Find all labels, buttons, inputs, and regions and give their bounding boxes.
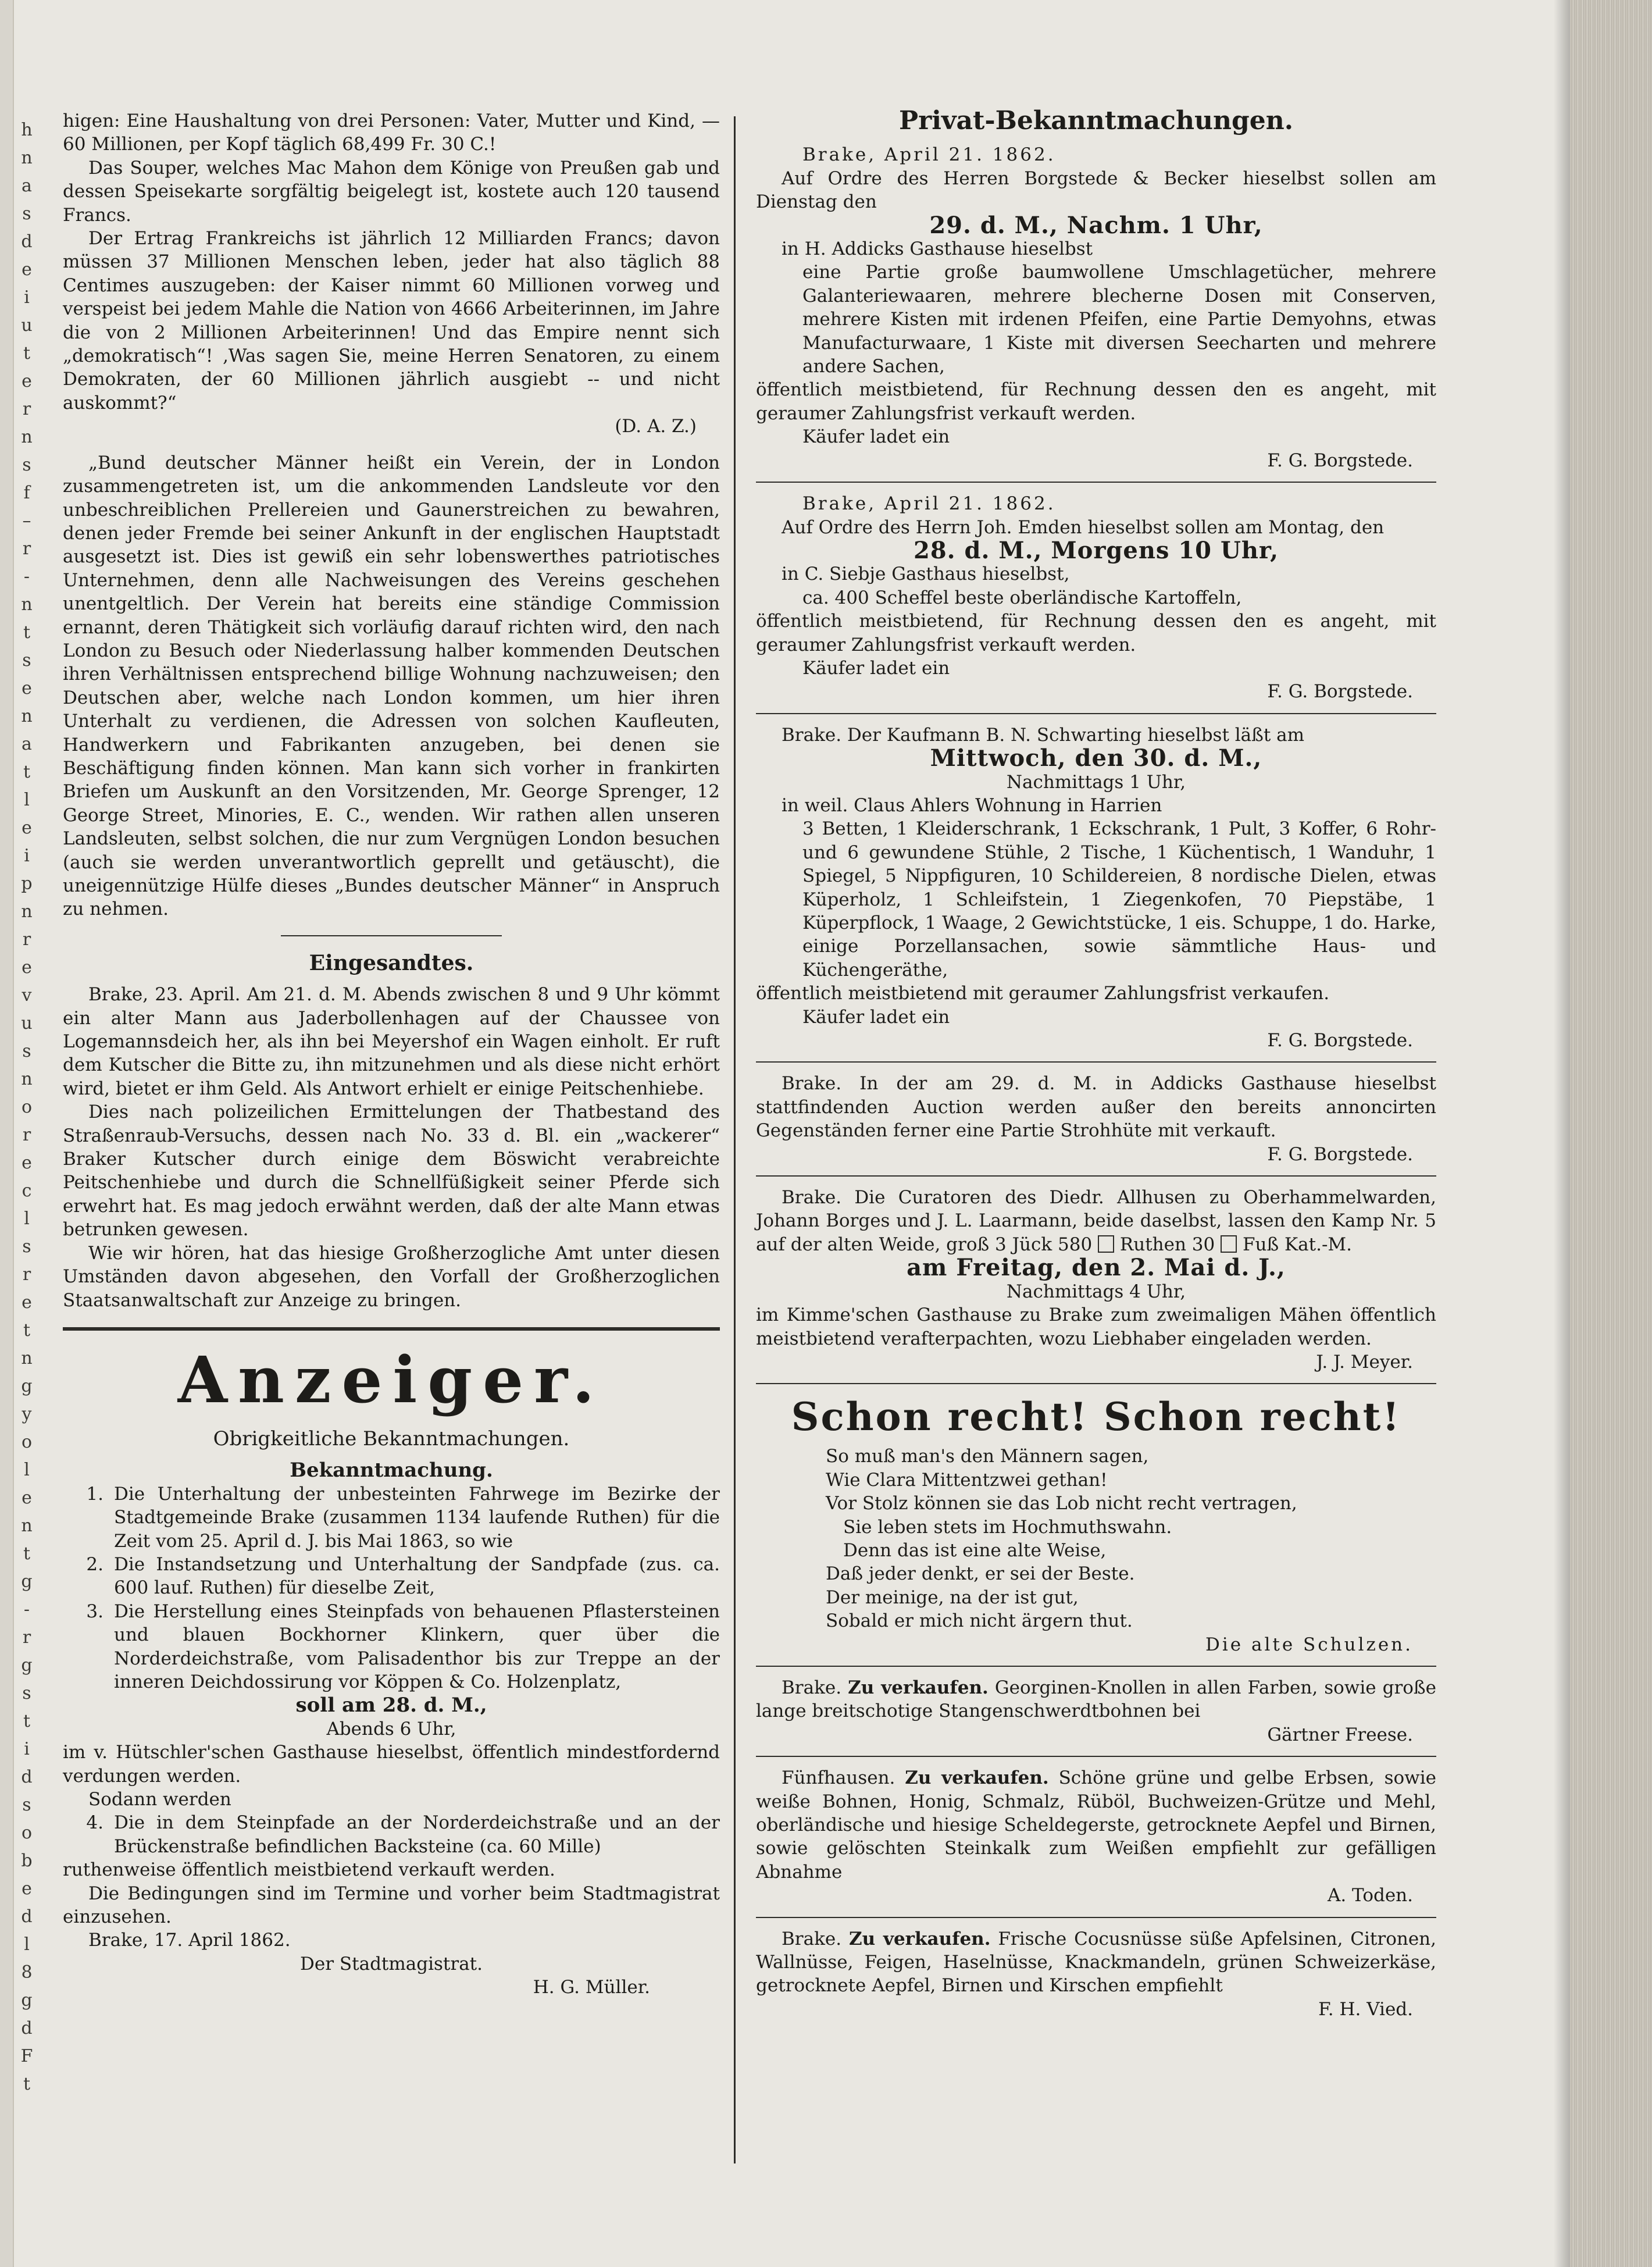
ad-date: Brake, April 21. 1862. — [802, 493, 1056, 515]
gutter-fragment: l — [24, 1209, 30, 1229]
gutter-fragment: e — [22, 957, 32, 978]
divider — [756, 1061, 1436, 1063]
auction-location: im v. Hütschler'schen Gasthause hieselbst, öffentlich mindestfordernd verdungen werden. — [63, 1742, 720, 1787]
divider — [756, 1917, 1436, 1918]
poem-line: Daß jeder denkt, er sei der Beste. — [826, 1563, 1135, 1585]
ad-signature: F. G. Borgstede. — [1267, 450, 1413, 471]
divider — [756, 713, 1436, 714]
gutter-fragment: e — [22, 1488, 32, 1508]
notice-date: Brake, 17. April 1862. — [88, 1930, 291, 1951]
gutter-fragment: t — [23, 1544, 31, 1564]
privat-title: Privat-Bekanntmachungen. — [898, 106, 1294, 136]
gutter-fragment: n — [21, 148, 33, 168]
article-paragraph: Wie wir hören, hat das hiesige Großherzogliche Amt unter diesen Umständen davon abgesehen, den Vorfall der Großherzoglichen Staatsanwaltschaft zur Anzeige zu bringen. — [63, 1242, 720, 1311]
ad-when: Mittwoch, den 30. d. M., — [930, 744, 1262, 772]
ad-strohhuete — [756, 1072, 1436, 1166]
ad-when: am Freitag, den 2. Mai d. J., — [907, 1254, 1286, 1282]
square-symbol — [1098, 1235, 1114, 1253]
ad-time: Nachmittags 4 Uhr, — [1006, 1281, 1186, 1302]
ad-text: Brake. In der am 29. d. M. in Addicks Gasthause hieselbst stattfindenden Auction werden außer den bereits annoncirten Gegenständen ferner eine Partie Strohhüte mit verkauft. — [756, 1073, 1436, 1142]
ad-when: 29. d. M., Nachm. 1 Uhr, — [929, 211, 1263, 239]
ad-emden — [756, 492, 1436, 704]
gutter-fragment: t — [23, 762, 31, 782]
gutter-fragment: l — [24, 790, 30, 810]
article-paragraph: Brake, 23. April. Am 21. d. M. Abends zwischen 8 und 9 Uhr kömmt ein alter Mann aus Jaderbollenhagen auf der Chaussee von Logemannsdeich her, als ihn bei Meyershof ein Wagen einholt. Er ruft dem Kutscher die Bitte zu, ihn mitzunehmen und als diese nicht erhört wird, bietet er ihm Geld. Als Antwort erhielt er einige Peitschenhiebe. — [63, 984, 720, 1099]
ad-signature: F. G. Borgstede. — [1267, 1143, 1413, 1165]
article-fragment: higen: Eine Haushaltung von drei Personen: Vater, Mutter und Kind, — 60 Millionen, per Kopf täglich 68,499 Fr. 30 C.! — [63, 111, 720, 155]
notice-item: 4. Die in dem Steinpfade an der Norderdeichstraße und an der Brückenstraße befindlichen Backsteine (ca. 60 Mille) — [86, 1812, 720, 1857]
gutter-fragment: d — [21, 1767, 33, 1787]
gutter-fragment: l — [24, 1460, 30, 1480]
ad-terms: öffentlich meistbietend, für Rechnung dessen den es angeht, mit geraumer Zahlungsfrist verkauft werden. — [756, 379, 1436, 424]
poem — [756, 1445, 1436, 1656]
gutter-fragments — [13, 0, 41, 2267]
poem-line: Der meinige, na der ist gut, — [826, 1587, 1079, 1608]
ad-signature: F. G. Borgstede. — [1267, 681, 1413, 703]
gutter-fragment: a — [22, 176, 32, 196]
gutter-fragment: s — [22, 1795, 31, 1815]
ad-signature: F. G. Borgstede. — [1267, 1030, 1413, 1051]
notice-item-cont: ruthenweise öffentlich meistbietend verkauft werden. — [63, 1859, 555, 1881]
gutter-fragment: y — [22, 1404, 32, 1424]
gutter-fragment: p — [21, 874, 33, 894]
gutter-fragment: t — [23, 622, 31, 643]
magistrat-signature: Der Stadtmagistrat. — [300, 1953, 483, 1974]
gutter-fragment: s — [22, 1683, 31, 1703]
gutter-fragment: b — [21, 1851, 33, 1871]
gutter-fragment: t — [23, 2074, 31, 2094]
ad-schwarting — [756, 723, 1436, 1053]
gutter-fragment: r — [22, 399, 31, 419]
ad-where: in H. Addicks Gasthause hieselbst — [782, 238, 1093, 260]
auction-time: Abends 6 Uhr, — [326, 1718, 456, 1740]
divider — [281, 935, 502, 936]
anzeiger-title: Anzeiger. — [177, 1342, 605, 1417]
signer-name: H. G. Müller. — [533, 1977, 650, 1998]
poem-line: Sobald er mich nicht ärgern thut. — [826, 1610, 1133, 1632]
bekanntmachung-heading: Bekanntmachung. — [290, 1459, 493, 1482]
gutter-fragment: i — [24, 1739, 30, 1759]
ad-intro: Brake. Der Kaufmann B. N. Schwarting hieselbst läßt am — [782, 724, 1305, 746]
gutter-fragment: F — [20, 2046, 33, 2066]
gutter-fragment: r — [22, 1627, 31, 1648]
gutter-fragment: u — [21, 315, 33, 336]
gutter-fragment: n — [21, 1516, 33, 1536]
section-heading-eingesandtes: Eingesandtes. — [309, 950, 474, 975]
gutter-fragment: e — [22, 1153, 32, 1173]
gutter-fragment: c — [22, 1181, 32, 1201]
gutter-fragment: f — [23, 483, 30, 503]
ad-where: in weil. Claus Ahlers Wohnung in Harrien — [782, 794, 1162, 816]
gutter-fragment: v — [22, 985, 32, 1006]
poem-line: Sie leben stets im Hochmuthswahn. — [843, 1516, 1172, 1538]
divider — [756, 1756, 1436, 1757]
gutter-fragment: i — [24, 287, 30, 308]
gutter-fragment: r — [22, 539, 31, 559]
poem-line: So muß man's den Männern sagen, — [826, 1446, 1149, 1467]
divider — [756, 1175, 1436, 1177]
source-citation: (D. A. Z.) — [615, 416, 697, 437]
gutter-fragment: i — [24, 846, 30, 866]
auction-date: soll am 28. d. M., — [295, 1694, 487, 1717]
gutter-fragment: g — [21, 1990, 33, 2011]
right-column — [756, 106, 1436, 2021]
square-symbol — [1221, 1235, 1237, 1253]
article-paragraph: „Bund deutscher Männer heißt ein Verein, der in London zusammengetreten ist, um die ankommenden Landsleute vor den unbeschreiblichen Prellereien und Gaunerstreichen zu bewahren, denen jeder Fremde bei seiner Ankunft in der englischen Hauptstadt ausgesetzt ist. Dies ist gewiß ein sehr lobenswerthes patriotisches Unternehmen, denn alle Nachweisungen des Vereins geschehen unentgeltlich. Der Verein hat bereits eine ständige Commission ernannt, deren Thätigkeit sich vorläufig darauf richten wird, den nach London zu Besuch oder Niederlassung halber kommenden Deutschen ihren Verhältnissen entsprechend billige Wohnung nachzuweisen; den Deutschen aber, welche nach London kommen, um hier ihren Unterhalt zu verdienen, die Adressen von solchen Kaufleuten, Handwerkern und Fabrikanten anzugeben, bei denen sie Beschäftigung finden können. Man kann sich vorher in frankirten Briefen um Auskunft an den Vorsitzenden, Mr. George Sprenger, 12 George Street, Minories, E. C., wenden. Wir rathen allen unseren Landsleuten, selbst solchen, die nur zum Vergnügen London besuchen (auch sie werden unverantwortlich geprellt und getäuscht), die uneigennützige Hülfe dieses „Bundes deutscher Männer“ in Anspruch zu nehmen. — [63, 452, 720, 920]
divider — [756, 482, 1436, 483]
ad-terms: öffentlich meistbietend mit geraumer Zahlungsfrist verkaufen. — [756, 983, 1330, 1004]
gutter-fragment: s — [22, 650, 31, 671]
article-paragraph: Das Souper, welches Mac Mahon dem Könige von Preußen gab und dessen Speisekarte sorgfältig beigelegt ist, kostete auch 120 tausend Francs. — [63, 157, 720, 226]
ad-where: in C. Siebje Gasthaus hieselbst, — [782, 564, 1070, 585]
ad-signature: Gärtner Freese. — [1267, 1724, 1413, 1745]
ad-date: Brake, April 21. 1862. — [802, 144, 1056, 166]
obrigkeitliche-heading: Obrigkeitliche Bekanntmachungen. — [213, 1427, 570, 1450]
ad-where: im Kimme'schen Gasthause zu Brake zum zweimaligen Mähen öffentlich meistbietend verafterpachten, wozu Liebhaber eingeladen werden. — [756, 1304, 1436, 1349]
gutter-fragment: h — [21, 120, 33, 140]
gutter-fragment: o — [21, 1097, 33, 1117]
poem-line: Vor Stolz können sie das Lob nicht recht vertragen, — [826, 1493, 1297, 1514]
previous-page-edge — [0, 0, 14, 2267]
ad-vied: Brake. Zu verkaufen. Frische Cocusnüsse süße Apfelsinen, Citronen, Wallnüsse, Feigen, Haselnüsse, Knackmandeln, grünen Schweizerkäse, getrocknete Aepfel, Birnen und Kirschen empfiehlt F. H. Vied. — [756, 1927, 1436, 2022]
sodann-text: Sodann werden — [88, 1789, 231, 1810]
ad-buyers: Käufer ladet ein — [802, 426, 950, 448]
notice-item: 2. Die Instandsetzung und Unterhaltung der Sandpfade (zus. ca. 600 lauf. Ruthen) für dieselbe Zeit, — [86, 1553, 720, 1599]
gutter-fragment: t — [23, 343, 31, 363]
gutter-fragment: 8 — [21, 1962, 33, 1983]
poem-line: Wie Clara Mittentzwei gethan! — [826, 1469, 1108, 1491]
gutter-fragment: s — [22, 455, 31, 475]
ad-signature: A. Toden. — [1327, 1885, 1413, 1906]
poem-signature: Die alte Schulzen. — [1205, 1634, 1413, 1655]
gutter-fragment: n — [21, 706, 33, 726]
ad-intro: Auf Ordre des Herren Borgstede & Becker hieselbst sollen am Dienstag den — [756, 167, 1436, 213]
gutter-fragment: d — [21, 1906, 33, 1927]
gutter-fragment: t — [23, 1320, 31, 1341]
gutter-fragment: o — [21, 1432, 33, 1452]
divider — [756, 1383, 1436, 1384]
gutter-fragment: - — [23, 1599, 30, 1620]
ad-allhusen — [756, 1186, 1436, 1374]
gutter-fragment: g — [21, 1655, 33, 1676]
ad-signature: F. H. Vied. — [1318, 1998, 1413, 2020]
gutter-fragment: g — [21, 1376, 33, 1396]
notice-item: 3. Die Herstellung eines Steinpfads von behauenen Pflastersteinen und blauen Bockhorner Klinkern, quer über die Norderdeichstraße, vom Palisadenthor bis zur Treppe an der inneren Deichdossirung vor Köppen & Co. Holzenplatz, — [86, 1601, 720, 1692]
book-fore-edge — [1570, 0, 1652, 2267]
gutter-fragment: e — [22, 1879, 32, 1899]
ad-when: 28. d. M., Morgens 10 Uhr, — [913, 536, 1279, 564]
conditions-text: Die Bedingungen sind im Termine und vorher beim Stadtmagistrat einzusehen. — [63, 1883, 720, 1928]
schon-recht-title: Schon recht! Schon recht! — [791, 1394, 1401, 1440]
ad-toden: Fünfhausen. Zu verkaufen. Schöne grüne und gelbe Erbsen, sowie weiße Bohnen, Honig, Schmalz, Rüböl, Buchweizen-Grütze und Mehl, oberländische und hiesige Scheldegerste, getrocknete Aepfel und Birnen, sowie gelöschten Steinkalk zum Weißen empfiehlt zur gefälligen Abnahme A. Toden. — [756, 1766, 1436, 1907]
ad-goods: 3 Betten, 1 Kleiderschrank, 1 Eckschrank, 1 Pult, 3 Koffer, 6 Rohr- und 6 gewundene Stühle, 2 Tische, 1 Küchentisch, 1 Wanduhr, 1 Spiegel, 5 Nippfiguren, 10 Schildereien, 8 nordische Dielen, etwas Küperholz, 1 Schleifstein, 1 Ziegenkofen, 70 Piepstäbe, 1 Küperpflock, 1 Waage, 2 Gewichtstücke, 1 eis. Schuppe, 1 do. Harke, einige Porzellansachen, sowie sämmtliche Haus- und Küchengeräthe, — [802, 818, 1436, 981]
ad-freese: Brake. Zu verkaufen. Georginen-Knollen in allen Farben, sowie große lange breitschotige Stangenschwerdtbohnen bei Gärtner Freese. — [756, 1676, 1436, 1746]
gutter-fragment: l — [24, 1934, 30, 1955]
ad-terms: öffentlich meistbietend, für Rechnung dessen den es angeht, mit geraumer Zahlungsfrist verkauft werden. — [756, 611, 1436, 655]
notice-item-list — [63, 1482, 720, 1694]
ad-intro: Auf Ordre des Herrn Joh. Emden hieselbst sollen am Montag, den — [782, 516, 1385, 538]
gutter-fragment: – — [22, 511, 31, 531]
ad-signature: J. J. Meyer. — [1316, 1351, 1413, 1373]
gutter-fragment: d — [21, 231, 33, 252]
gutter-fragment: n — [21, 427, 33, 447]
ad-borgstede-becker — [756, 143, 1436, 472]
article-paragraph: Dies nach polizeilichen Ermittelungen der Thatbestand des Straßenraub-Versuchs, dessen nach No. 33 d. Bl. ein „wackerer“ Braker Kutscher durch einige dem Böswicht verabreichte Peitschenhiebe und durch die Schnellfüßigkeit seiner Pferde sich erwehrt hat. Es mag jedoch erwähnt werden, daß der alte Mann etwas betrunken gewesen. — [63, 1102, 720, 1241]
gutter-fragment: - — [23, 566, 30, 587]
gutter-fragment: n — [21, 1348, 33, 1368]
gutter-fragment: e — [22, 818, 32, 838]
gutter-fragment: s — [22, 1041, 31, 1061]
left-column — [63, 109, 720, 1999]
article-paragraph: Der Ertrag Frankreichs ist jährlich 12 Milliarden Francs; davon müssen 37 Millionen Menschen leben, jeder hat also täglich 88 Centimes auszugeben: der Kaiser nimmt 60 Millionen vorweg und verspeist bei jedem Mahle die Nation von 4666 Arbeiterinnen, im Jahre die von 2 Millionen Arbeiterinnen! Und das Empire nennt sich „demokratisch“! ‚Was sagen Sie, meine Herren Senatoren, zu einem Demokraten, der 60 Millionen jährlich ausgiebt -- und nicht auskommt?“ — [63, 228, 720, 414]
gutter-fragment: t — [23, 1711, 31, 1731]
notice-item: 1. Die Unterhaltung der unbesteinten Fahrwege im Bezirke der Stadtgemeinde Brake (zusammen 1134 laufende Ruthen) für die Zeit vom 25. April d. J. bis Mai 1863, so wie — [86, 1483, 720, 1552]
gutter-fragment: r — [22, 1264, 31, 1285]
gutter-fragment: o — [21, 1823, 33, 1843]
page-shadow — [1554, 0, 1570, 2267]
gutter-fragment: g — [21, 1571, 33, 1592]
gutter-fragment: a — [22, 734, 32, 754]
gutter-fragment: e — [22, 259, 32, 280]
gutter-fragment: s — [22, 204, 31, 224]
section-rule — [63, 1327, 720, 1331]
gutter-fragment: n — [21, 901, 33, 922]
gutter-fragment: r — [22, 1125, 31, 1145]
column-divider — [734, 116, 736, 2163]
ad-goods: ca. 400 Scheffel beste oberländische Kartoffeln, — [802, 587, 1242, 608]
divider — [756, 1666, 1436, 1667]
gutter-fragment: r — [22, 929, 31, 950]
gutter-fragment: u — [21, 1013, 33, 1033]
gutter-fragment: n — [21, 1069, 33, 1089]
poem-line: Denn das ist eine alte Weise, — [843, 1539, 1107, 1561]
gutter-fragment: d — [21, 2018, 33, 2038]
ad-text: Brake. Die Curatoren des Diedr. Allhusen zu Oberhammelwarden, Johann Borges und J. L. Laarmann, beide daselbst, lassen den Kamp Nr. 5 auf der alten Weide, groß 3 Jück 580 Ruthen 30 Fuß Kat.-M. — [756, 1187, 1436, 1255]
ad-buyers: Käufer ladet ein — [802, 1006, 950, 1028]
gutter-fragment: s — [22, 1236, 31, 1257]
gutter-fragment: n — [21, 594, 33, 615]
ad-time: Nachmittags 1 Uhr, — [1006, 771, 1186, 793]
gutter-fragment: e — [22, 1292, 32, 1313]
gutter-fragment: e — [22, 678, 32, 698]
gutter-fragment: e — [22, 371, 32, 391]
ad-goods: eine Partie große baumwollene Umschlagetücher, mehrere Galanteriewaaren, mehrere blecherne Dosen mit Conserven, mehrere Kisten mit irdenen Pfeifen, eine Partie Demyohns, etwas Manufacturwaare, 1 Kiste mit diversen Seecharten und mehrere andere Sachen, — [802, 262, 1436, 377]
ad-buyers: Käufer ladet ein — [802, 657, 950, 679]
